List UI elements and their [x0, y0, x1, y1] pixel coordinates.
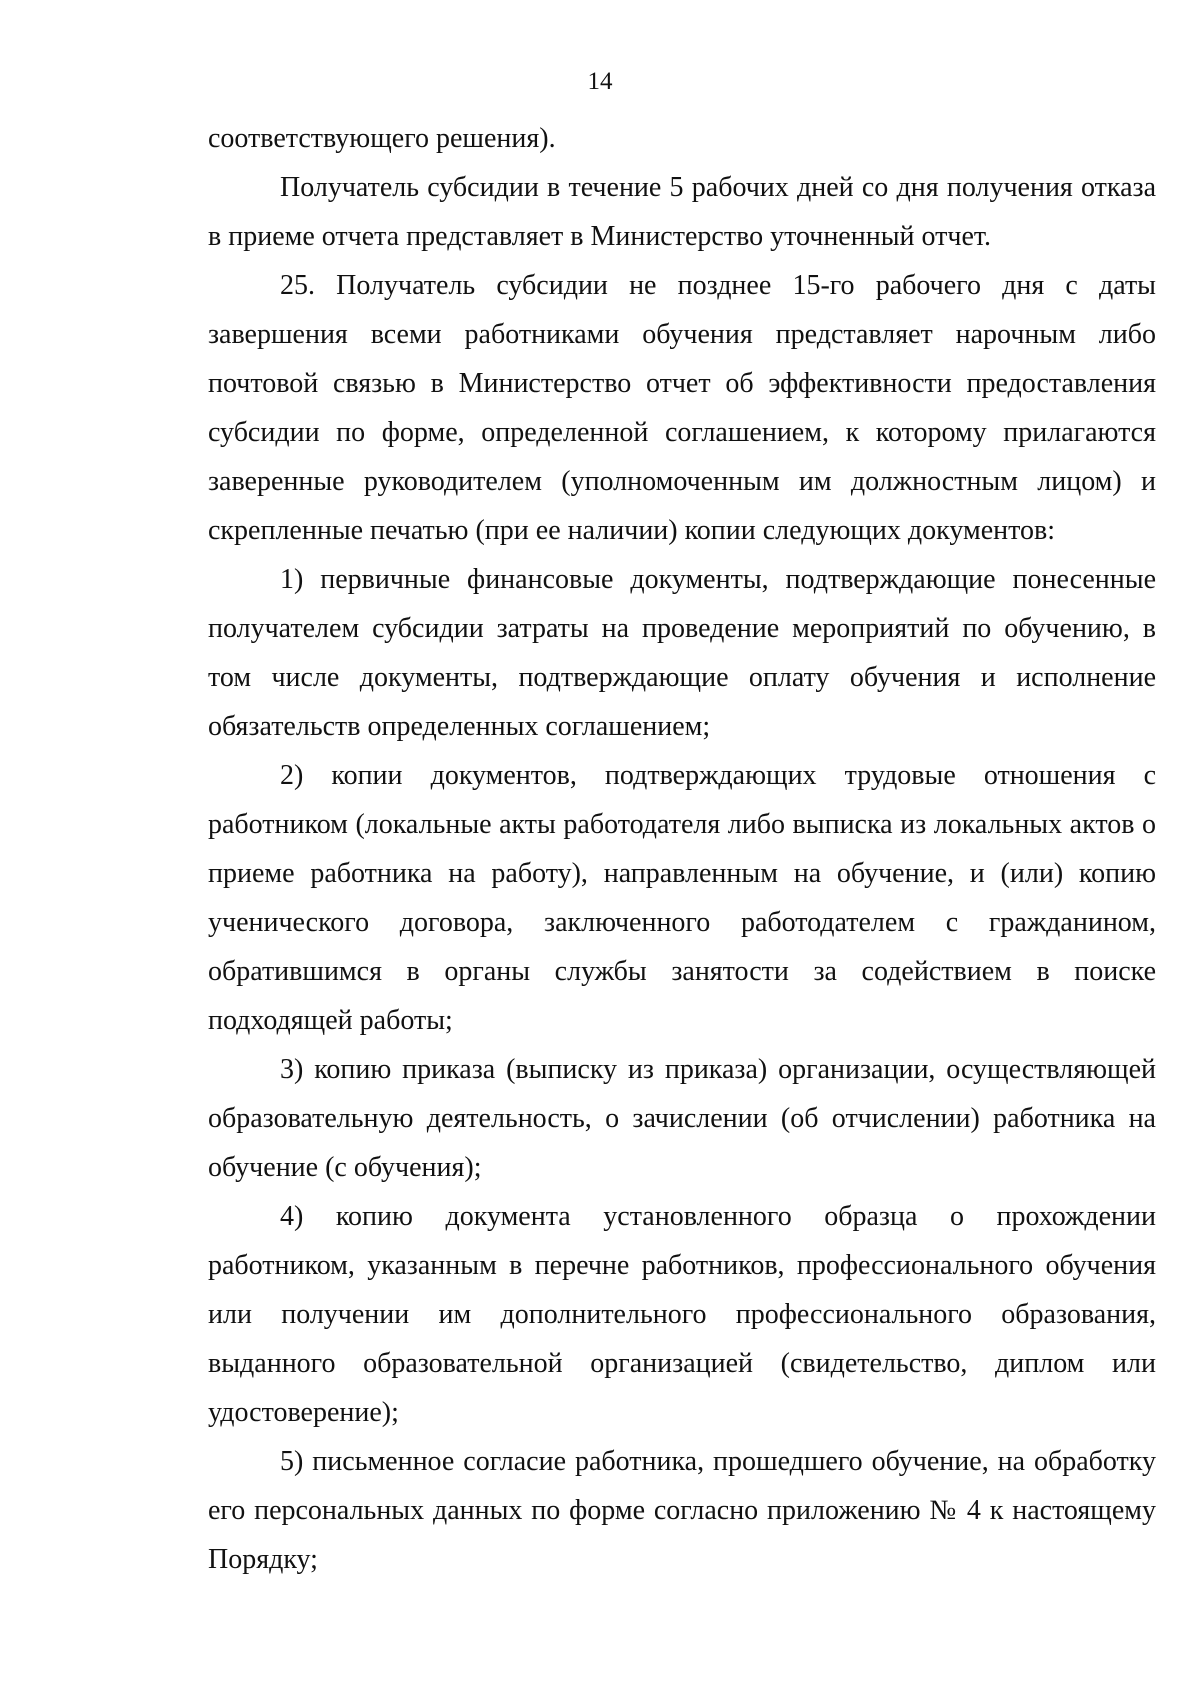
paragraph-item-25: 25. Получатель субсидии не позднее 15-го рабочего дня с даты завершения всеми работниками обучения представляет нарочным либо почтовой связью в Министерство отчет об эффективности предоставления субсидии по форме, определенной соглашением, к которому прилагаются заверенные руководителем (уполномоченным им должностным лицом) и скрепленные печатью (при ее наличии) копии следующих документов: [208, 270, 1156, 546]
list-item-5: 5) письменное согласие работника, прошедшего обучение, на обработку его персональных данных по форме согласно приложению № 4 к настоящему Порядку; [208, 1446, 1156, 1575]
paragraph-refusal-report: Получатель субсидии в течение 5 рабочих дней со дня получения отказа в приеме отчета представляет в Министерство уточненный отчет. [208, 172, 1156, 252]
list-item-3: 3) копию приказа (выписку из приказа) организации, осуществляющей образовательную деятельность, о зачислении (об отчислении) работника на обучение (с обучения); [208, 1054, 1156, 1183]
list-item-2: 2) копии документов, подтверждающих трудовые отношения с работником (локальные акты работодателя либо выписка из локальных актов о приеме работника на работу), направленным на обучение, и (или) копию ученического договора, заключенного работодателем с гражданином, обратившимся в органы службы занятости за содействием в поиске подходящей работы; [208, 760, 1156, 1036]
paragraph-continuation: соответствующего решения). [208, 123, 556, 154]
page-number: 14 [587, 68, 613, 95]
document-body [208, 114, 1156, 1584]
list-item-1: 1) первичные финансовые документы, подтверждающие понесенные получателем субсидии затраты на проведение мероприятий по обучению, в том числе документы, подтверждающие оплату обучения и исполнение обязательств определенных соглашением; [208, 564, 1156, 742]
list-item-4: 4) копию документа установленного образца о прохождении работником, указанным в перечне работников, профессионального обучения или получении им дополнительного профессионального образования, выданного образовательной организацией (свидетельство, диплом или удостоверение); [208, 1201, 1156, 1428]
